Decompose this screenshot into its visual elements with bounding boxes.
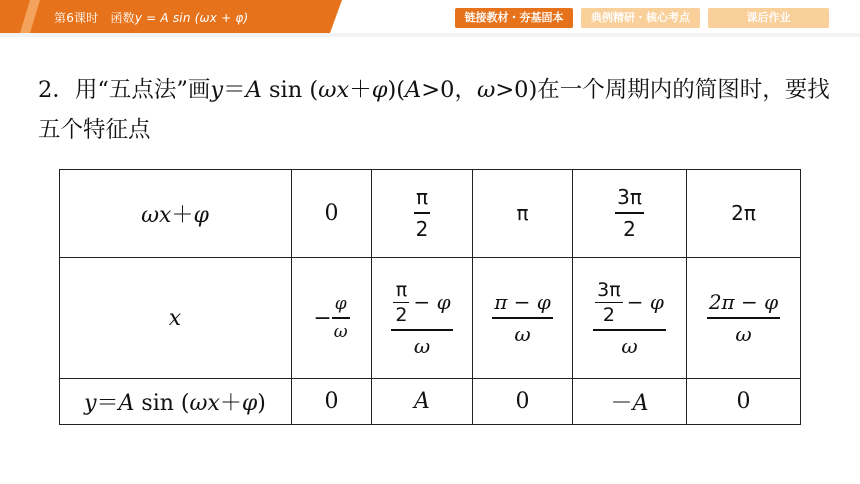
row1-omegax: ωx — [141, 202, 172, 228]
row2-header-cell — [59, 258, 292, 379]
row1-fraction-2 — [414, 185, 431, 241]
row2-c4-inner-num: 3π — [597, 278, 621, 301]
row3-cell-3 — [473, 379, 573, 425]
row3-cell-1 — [292, 379, 372, 425]
row2-c4-inner-den: 2 — [602, 304, 615, 326]
row2-frac1-den: ω — [333, 321, 348, 342]
row1-cell-2 — [372, 169, 473, 258]
row3-plus: ＋ — [219, 391, 242, 416]
row1-cell-4 — [573, 169, 687, 258]
row2-fraction-1 — [332, 294, 350, 342]
cond-gt0-a: >0， — [421, 77, 477, 103]
row1-header-cell — [59, 169, 292, 258]
row1-frac2-num: π — [415, 185, 429, 210]
row1-frac4-num: 3π — [617, 185, 642, 210]
row3-omegax: ωx — [189, 391, 220, 416]
formula-A: A — [245, 77, 262, 103]
row1-fraction-4 — [615, 185, 644, 241]
row2-c2-inner-fraction — [393, 279, 409, 327]
formula-y: y — [210, 77, 224, 103]
row1-cell-5 — [687, 169, 801, 258]
row2-cell-1 — [292, 258, 372, 379]
row3-cell-4 — [573, 379, 687, 425]
row3-cell-5 — [687, 379, 801, 425]
row2-frac1-num: φ — [334, 294, 347, 315]
cond-A: A — [405, 77, 422, 103]
row2-c5-num: 2π − φ — [708, 290, 779, 315]
row2-c5-den: ω — [735, 321, 752, 346]
formula-plus: ＋ — [349, 77, 372, 103]
row3-header-cell — [59, 379, 292, 425]
tab-homework-label: 课后作业 — [746, 11, 791, 24]
formula-phi: φ — [371, 77, 388, 103]
tab-homework[interactable] — [708, 8, 829, 28]
row1-cell-1 — [292, 169, 372, 258]
row2-c3-num: π − φ — [494, 290, 551, 315]
row2-cell-2 — [372, 258, 473, 379]
row2-c2-inner-num: π — [395, 278, 408, 301]
row3-close: ) — [257, 391, 266, 416]
lesson-title — [54, 9, 248, 26]
row2-cell-5 — [687, 258, 801, 379]
row2-fraction-2 — [391, 279, 452, 358]
row3-value-2: A — [414, 389, 430, 414]
row3-value-1: 0 — [324, 389, 339, 414]
row2-cell-3 — [473, 258, 573, 379]
cond-gt0-b: >0) — [495, 77, 538, 103]
row2-fraction-5 — [707, 290, 780, 346]
row3-sin: sin ( — [134, 391, 190, 416]
question-text — [38, 70, 838, 150]
row1-value-3: π — [516, 201, 529, 225]
row1-cell-3 — [473, 169, 573, 258]
tab-textbook-basics[interactable] — [455, 8, 573, 28]
five-point-table — [59, 169, 801, 425]
row2-cell-4 — [573, 258, 687, 379]
row3-value-4-sign: － — [610, 391, 633, 416]
row2-c2-den: ω — [413, 333, 431, 358]
tab-textbook-basics-label: 链接教材・夯基固本 — [464, 11, 564, 24]
row2-c1-sign: − — [313, 305, 332, 331]
row2-c2-inner-den: 2 — [395, 304, 408, 326]
tab-core-points-label: 典例精研・核心考点 — [591, 11, 690, 24]
row3-cell-2 — [372, 379, 473, 425]
row2-c4-tail: − φ — [626, 290, 664, 315]
formula-eq: ＝ — [223, 77, 246, 103]
row2-fraction-4 — [593, 279, 666, 358]
row1-frac4-den: 2 — [623, 216, 636, 241]
row3-value-5: 0 — [736, 389, 751, 414]
row2-c3-den: ω — [514, 321, 531, 346]
tab-core-points[interactable] — [581, 8, 700, 28]
function-label: 函数 — [110, 11, 135, 25]
row1-phi: φ — [193, 202, 209, 228]
top-bar-shadow — [0, 33, 860, 37]
cond-omega: ω — [476, 77, 496, 103]
row2-c4-inner-fraction — [595, 279, 623, 327]
row2-c2-tail: − φ — [413, 290, 451, 315]
formula-sin: sin ( — [261, 77, 319, 103]
row3-value-4: A — [632, 391, 649, 416]
formula-close: )( — [387, 77, 406, 103]
row1-value-5: 2π — [731, 201, 756, 225]
lesson-number: 第6课时 — [54, 11, 99, 25]
question-number: 2． — [38, 77, 75, 103]
row1-plus: ＋ — [171, 202, 194, 228]
question-text-part2: 在一个周期内的简图时，要找五个特征点 — [38, 77, 830, 143]
formula-omegax: ωx — [318, 77, 350, 103]
row3-phi: φ — [241, 391, 258, 416]
row1-value-1: 0 — [324, 200, 339, 226]
function-formula: y = A sin (ωx + φ) — [134, 11, 249, 25]
row1-frac2-den: 2 — [415, 216, 429, 241]
row2-header: x — [168, 305, 182, 331]
row3-value-3: 0 — [515, 389, 530, 414]
top-bar — [0, 0, 860, 37]
lesson-title-tab — [0, 0, 342, 33]
row3-A: A — [118, 391, 135, 416]
row2-c4-den: ω — [621, 333, 638, 358]
row2-fraction-3 — [492, 290, 553, 346]
question-text-part1: 用“五点法”画 — [74, 77, 211, 103]
row3-eq: ＝ — [96, 391, 119, 416]
row3-y: y — [84, 391, 97, 416]
